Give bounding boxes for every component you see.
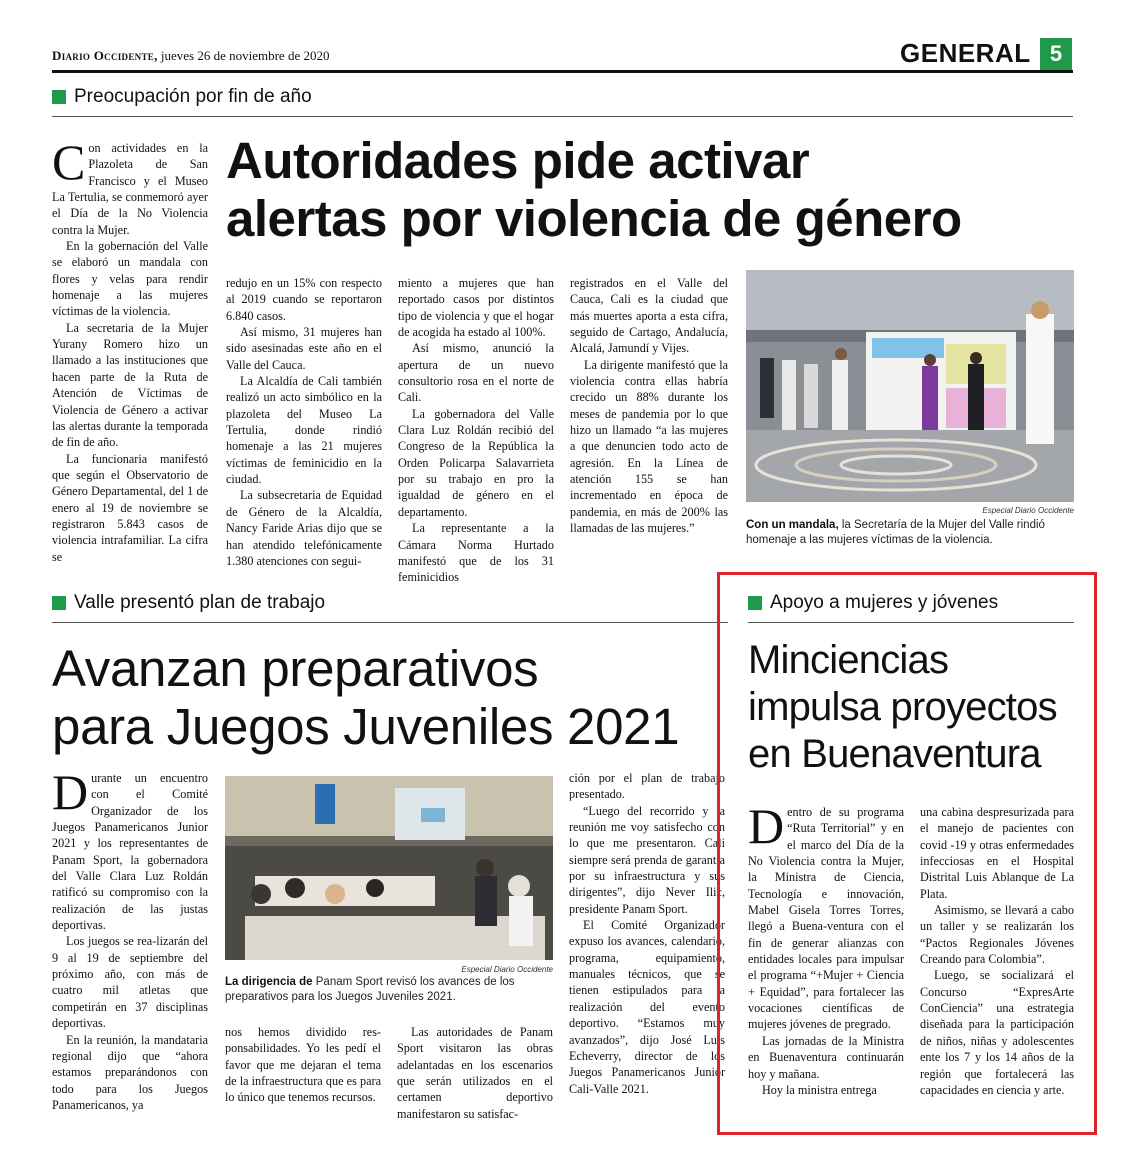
article1-caption-bold: Con un mandala, [746, 519, 839, 531]
kicker-square-icon [52, 90, 66, 104]
article1-headline-line2: alertas por violencia de género [226, 190, 962, 247]
article1-photo-credit: Especial Diario Occidente [982, 506, 1074, 515]
article2-col2-p1: nos hemos dividido res-ponsabilidades. Yo les pedí el favor que me dejaran el tema de la infraestructura que es para lo único que tenemos recursos. [225, 1025, 381, 1105]
article2-kicker [52, 592, 325, 614]
article1-col4-p2: La dirigente manifestó que la violencia contra ellas habría crecido un 88% durante los meses de pandemia por lo que hizo un llamado “a las mujeres a que denuncien todo acto de agresión. En la Línea de atención 155 se han incrementado en época de pandemia, en más de 200% las llamadas de las mujeres.” [570, 357, 728, 536]
article3-kicker-text: Apoyo a mujeres y jóvenes [770, 592, 999, 613]
paper-name: Diario Occidente, [52, 48, 158, 63]
article1-col2-p1: redujo en un 15% con respecto al 2019 cuando se reportaron 6.840 casos. [226, 276, 382, 323]
article1-caption-text: la Secretaría de la Mujer del Valle rindió homenaje a las mujeres víctimas de la violencia. [746, 519, 1045, 546]
article3-headline-line3: en Buenaventura [748, 732, 1041, 776]
article2-col3-p1: Las autoridades de Panam Sport visitaron las obras adelantadas en los escenarios que serán utilizados en el certamen deportivo manifestaron su satisfac- [397, 1025, 553, 1121]
article2-col1 [52, 764, 208, 1113]
article2-dropcap: D [52, 764, 89, 820]
article3-headline-line2: impulsa proyectos [748, 685, 1057, 729]
section-name: GENERAL [900, 38, 1031, 68]
article2-col3 [397, 1024, 553, 1122]
issue-date: jueves 26 de noviembre de 2020 [160, 48, 330, 63]
kicker-square-icon [52, 596, 66, 610]
article2-caption [225, 975, 555, 1005]
article2-col1-p3: En la reunión, la mandataria regional dijo que “ahora estamos preparándonos con todo para los Juegos Panamericanos, ya [52, 1032, 208, 1112]
article2-headline [52, 640, 732, 756]
article3-col1-p3: Hoy la ministra entrega [762, 1082, 877, 1097]
article3-dropcap: D [748, 798, 785, 854]
article2-photo [225, 776, 553, 960]
article1-col2-p2: Así mismo, 31 mujeres han sido asesinadas este año en el Valle del Cauca. [226, 325, 382, 372]
article3-headline-line1: Minciencias [748, 638, 949, 682]
article1-col2-p4: La subsecretaria de Equidad de Género de la Alcaldía, Nancy Faride Arias dijo que se han atendido telefónicamente 1.380 atenciones con segui- [226, 488, 382, 568]
article2-col4-p2: “Luego del recorrido y la reunión me voy satisfecho con lo que me presentaron. Cali siempre será prenda de garantía por su infraestructura y sus dirigentes”, dijo Never Ilic, presidente Panam Sport. [569, 803, 725, 916]
article3-highlight-box [717, 572, 1097, 1135]
article1-rule [52, 116, 1073, 117]
masthead [52, 48, 329, 64]
article2-headline-line2: para Juegos Juveniles 2021 [52, 698, 680, 755]
article1-col1-p1: Con actividades en la Plazoleta de San Francisco y el Museo La Tertulia, se conmemoró ayer el Día de la No Violencia contra la Mujer. [52, 134, 208, 237]
article2-col4-p1: ción por el plan de trabajo presentado. [569, 771, 725, 802]
article3-col2-p3: Luego, se socializará el Concurso “ExpresArte ConCiencia” una estrategia diseñada para la participación de niños, niñas y adolescentes ente los 7 y los 14 años de la región que fortalecerá las capacidades en ciencia y arte. [920, 968, 1074, 1097]
article1-headline-line1: Autoridades pide activar [226, 132, 810, 189]
article1-headline [226, 132, 1076, 248]
article2-rule [52, 622, 728, 623]
article1-col3-p4: La representante a la Cámara Norma Hurtado manifestó que de los 31 feminicidios [398, 521, 554, 585]
page-number: 5 [1040, 38, 1072, 70]
article1-col3-p1: miento a mujeres que han reportado casos por distintos tipo de violencia y que el hogar de acogida ha estado al 100%. [398, 276, 554, 340]
article1-col2 [226, 275, 382, 569]
article2-caption-text: Panam Sport revisó los avances de los preparativos para los Juegos Juveniles 2021. [225, 976, 515, 1003]
article2-photo-credit: Especial Diario Occidente [461, 965, 553, 974]
article1-col1 [52, 134, 208, 565]
article2-caption-bold: La dirigencia de [225, 976, 313, 988]
article1-dropcap: C [52, 134, 86, 190]
article2-col1-p1: Durante un encuentro con el Comité Organizador de los Juegos Panamericanos Junior 2021 y los representantes de Panam Sport, la gobernadora del Valle Clara Luz Roldán ratificó su compromiso con la realización de las justas deportivas. [52, 764, 208, 933]
article1-col3 [398, 275, 554, 586]
article3-col1-p2: Las jornadas de la Ministra en Buenaventura continuarán hoy y mañana. [748, 1033, 904, 1081]
article1-col3-p2: Así mismo, anunció la apertura de un nuevo consultorio rosa en el norte de Cali. [398, 341, 554, 405]
article1-col4 [570, 275, 728, 537]
article1-kicker [52, 86, 312, 108]
article3-col2-p1: una cabina despresurizada para el manejo de pacientes con covid -19 y otras enfermedades infecciosas en el Hospital Distrital Luis Ablanque de La Plata. [920, 805, 1074, 901]
article3-col1-p1: Dentro de su programa “Ruta Territorial” y en el marco del Día de la No Violencia contra la Mujer, la Ministra de Ciencia, Tecnología e innovación, Mabel Gisela Torres Torres, llegó a Buena-ventura con el fin de generar alianzas con entidades locales para impulsar el programa “+Mujer + Ciencia + Equidad”, para fortalecer las vocaciones científicas de mujeres jóvenes de pregrado. [748, 798, 904, 1032]
article2-col2 [225, 1024, 381, 1106]
article1-col1-p3: La secretaria de la Mujer Yurany Romero hizo un llamado a las instituciones que hacen parte de la Ruta de Atención de Víctimas de Violencia de Género a activar las alertas durante la temporada de fin de año. [52, 320, 208, 450]
article2-headline-line1: Avanzan preparativos [52, 640, 539, 697]
article1-col3-p3: La gobernadora del Valle Clara Luz Roldán recibió del Congreso de la República la Orden Policarpa Salavarrieta por su trabajo en pro la igualdad de género en el departamento. [398, 406, 554, 519]
article1-col1-p4: La funcionaria manifestó que según el Observatorio de Género Departamental, del 1 de enero al 19 de noviembre se registraron 5.843 casos de violencia intrafamiliar. La cifra se [52, 451, 208, 564]
article2-kicker-text: Valle presentó plan de trabajo [74, 592, 326, 613]
article1-col1-p2: En la gobernación del Valle se elaboró un mandala con flores y velas para rendir homenaje a las mujeres víctimas de la violencia. [52, 239, 208, 319]
article1-col4-p1: registrados en el Valle del Cauca, Cali es la ciudad que más muertes aporta a esta cifra, seguido de Cartago, Andalucía, Alcalá, Jamundí y Vijes. [570, 276, 728, 356]
article1-kicker-text: Preocupación por fin de año [74, 86, 312, 107]
article3-col2-p2: Asimismo, se llevará a cabo un taller y se realizarán los “Pactos Regionales Jóvenes Creando para Colombia”. [920, 903, 1074, 967]
article2-col4-p3: El Comité Organizador expuso los avances, calendario, programa, equipamiento, manuales técnicos, que se tienen estipulados para la realización del evento deportivo. “Estamos muy avanzados”, dijo José Luis Echeverry, director de los Juegos Panamericanos Junior Cali-Valle 2021. [569, 918, 725, 1096]
article1-photo [746, 270, 1074, 502]
article1-caption [746, 518, 1076, 548]
header-rule [52, 70, 1073, 73]
article2-col4 [569, 770, 725, 1097]
article1-col2-p3: La Alcaldía de Cali también realizó un acto simbólico en la plazoleta del Museo La Tertulia, donde rindió homenaje a las 21 mujeres víctimas de feminicidio en la ciudad. [226, 374, 382, 487]
article2-col1-p2: Los juegos se rea-lizarán del 9 al 19 de septiembre del próximo año, con más de cuatro mil atletas que competirán en 37 disciplinas deportivas. [52, 934, 208, 1031]
